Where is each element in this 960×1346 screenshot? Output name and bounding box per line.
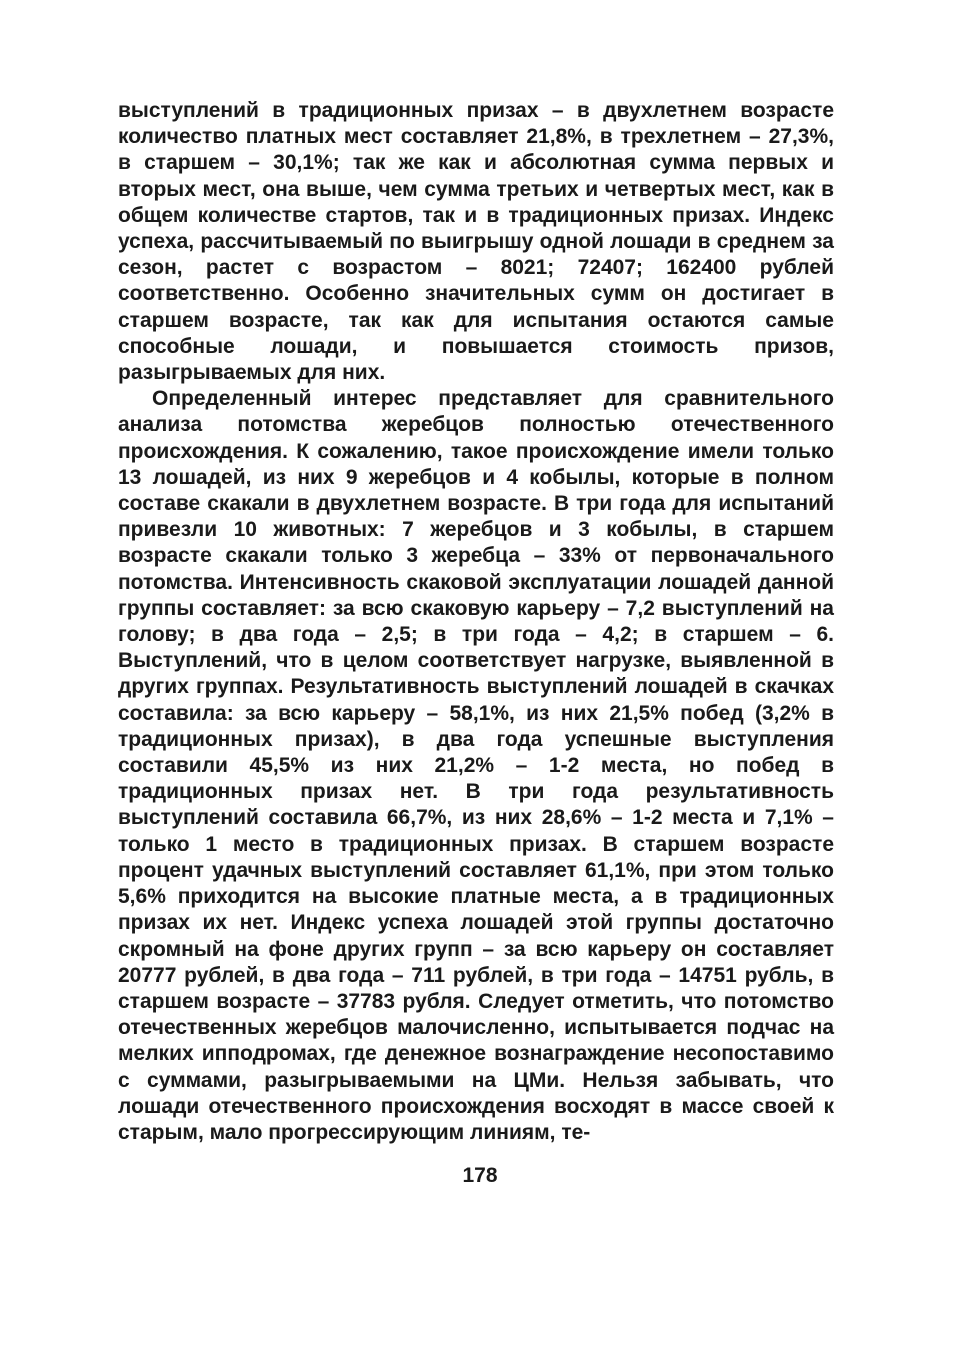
paragraph-domestic-origin: Определенный интерес представляет для сравнительного анализа потомства жеребцов полностью отечественного происхождения. К сожалению, такое происхождение имели только 13 лошадей, из них 9 жеребцов и 4 кобылы, которые в полном составе скакали в двухлетнем возрасте. В три года для испытаний привезли 10 животных: 7 жеребцов и 3 кобылы, в старшем возрасте скакали только 3 жеребца – 33% от первоначального потомства. Интенсивность скаковой эксплуатации лошадей данной группы составляет: за всю скаковую карьеру – 7,2 выступлений на голову; в два года – 2,5; в три года – 4,2; в старшем – 6. Выступлений, что в целом соответствует нагрузке, выявленной в других группах. Результативность выступлений лошадей в скачках составила: за всю карьеру – 58,1%, из них 21,5% побед (3,2% в традиционных призах), в два года успешные выступления составили 45,5% из них 21,2% – 1-2 места, но побед в традиционных призах нет. В три года результативность выступлений составила 66,7%, из них 28,6% – 1-2 места и 7,1% – только 1 место в традиционных призах. В старшем возрасте процент удачных выступлений составляет 61,1%, при этом только 5,6% приходится на высокие платные места, а в традиционных призах их нет. Индекс успеха лошадей этой группы достаточно скромный на фоне других групп – за всю карьеру он составляет 20777 рублей, в два года – 711 рублей, в три года – 14751 рубль, в старшем возрасте – 37783 рубля. Следует отметить, что потомство отечественных жеребцов малочисленно, испытывается подчас на мелких ипподромах, где денежное вознаграждение несопоставимо с суммами, разыгрываемыми на ЦМи. Нельзя забывать, что лошади отечественного происхождения восходят в массе своей к старым, мало прогрессирующим линиям, те- xyxy=(118,387,834,1144)
page-number: 178 xyxy=(462,1164,498,1187)
paragraph-continued: выступлений в традиционных призах – в двухлетнем возрасте количество платных мест составляет 21,8%, в трехлетнем – 27,3%, в старшем – 30,1%; так же как и абсолютная сумма первых и вторых мест, она выше, чем сумма третьих и четвертых мест, как в общем количестве стартов, так и в традиционных призах. Индекс успеха, рассчитываемый по выигрышу одной лошади в среднем за сезон, растет с возрастом – 8021; 72407; 162400 рублей соответственно. Особенно значительных сумм он достигает в старшем возрасте, так как для испытания остаются самые способные лошади, и повышается стоимость призов, разыгрываемых для них. xyxy=(118,99,834,385)
page-body xyxy=(118,98,834,1146)
